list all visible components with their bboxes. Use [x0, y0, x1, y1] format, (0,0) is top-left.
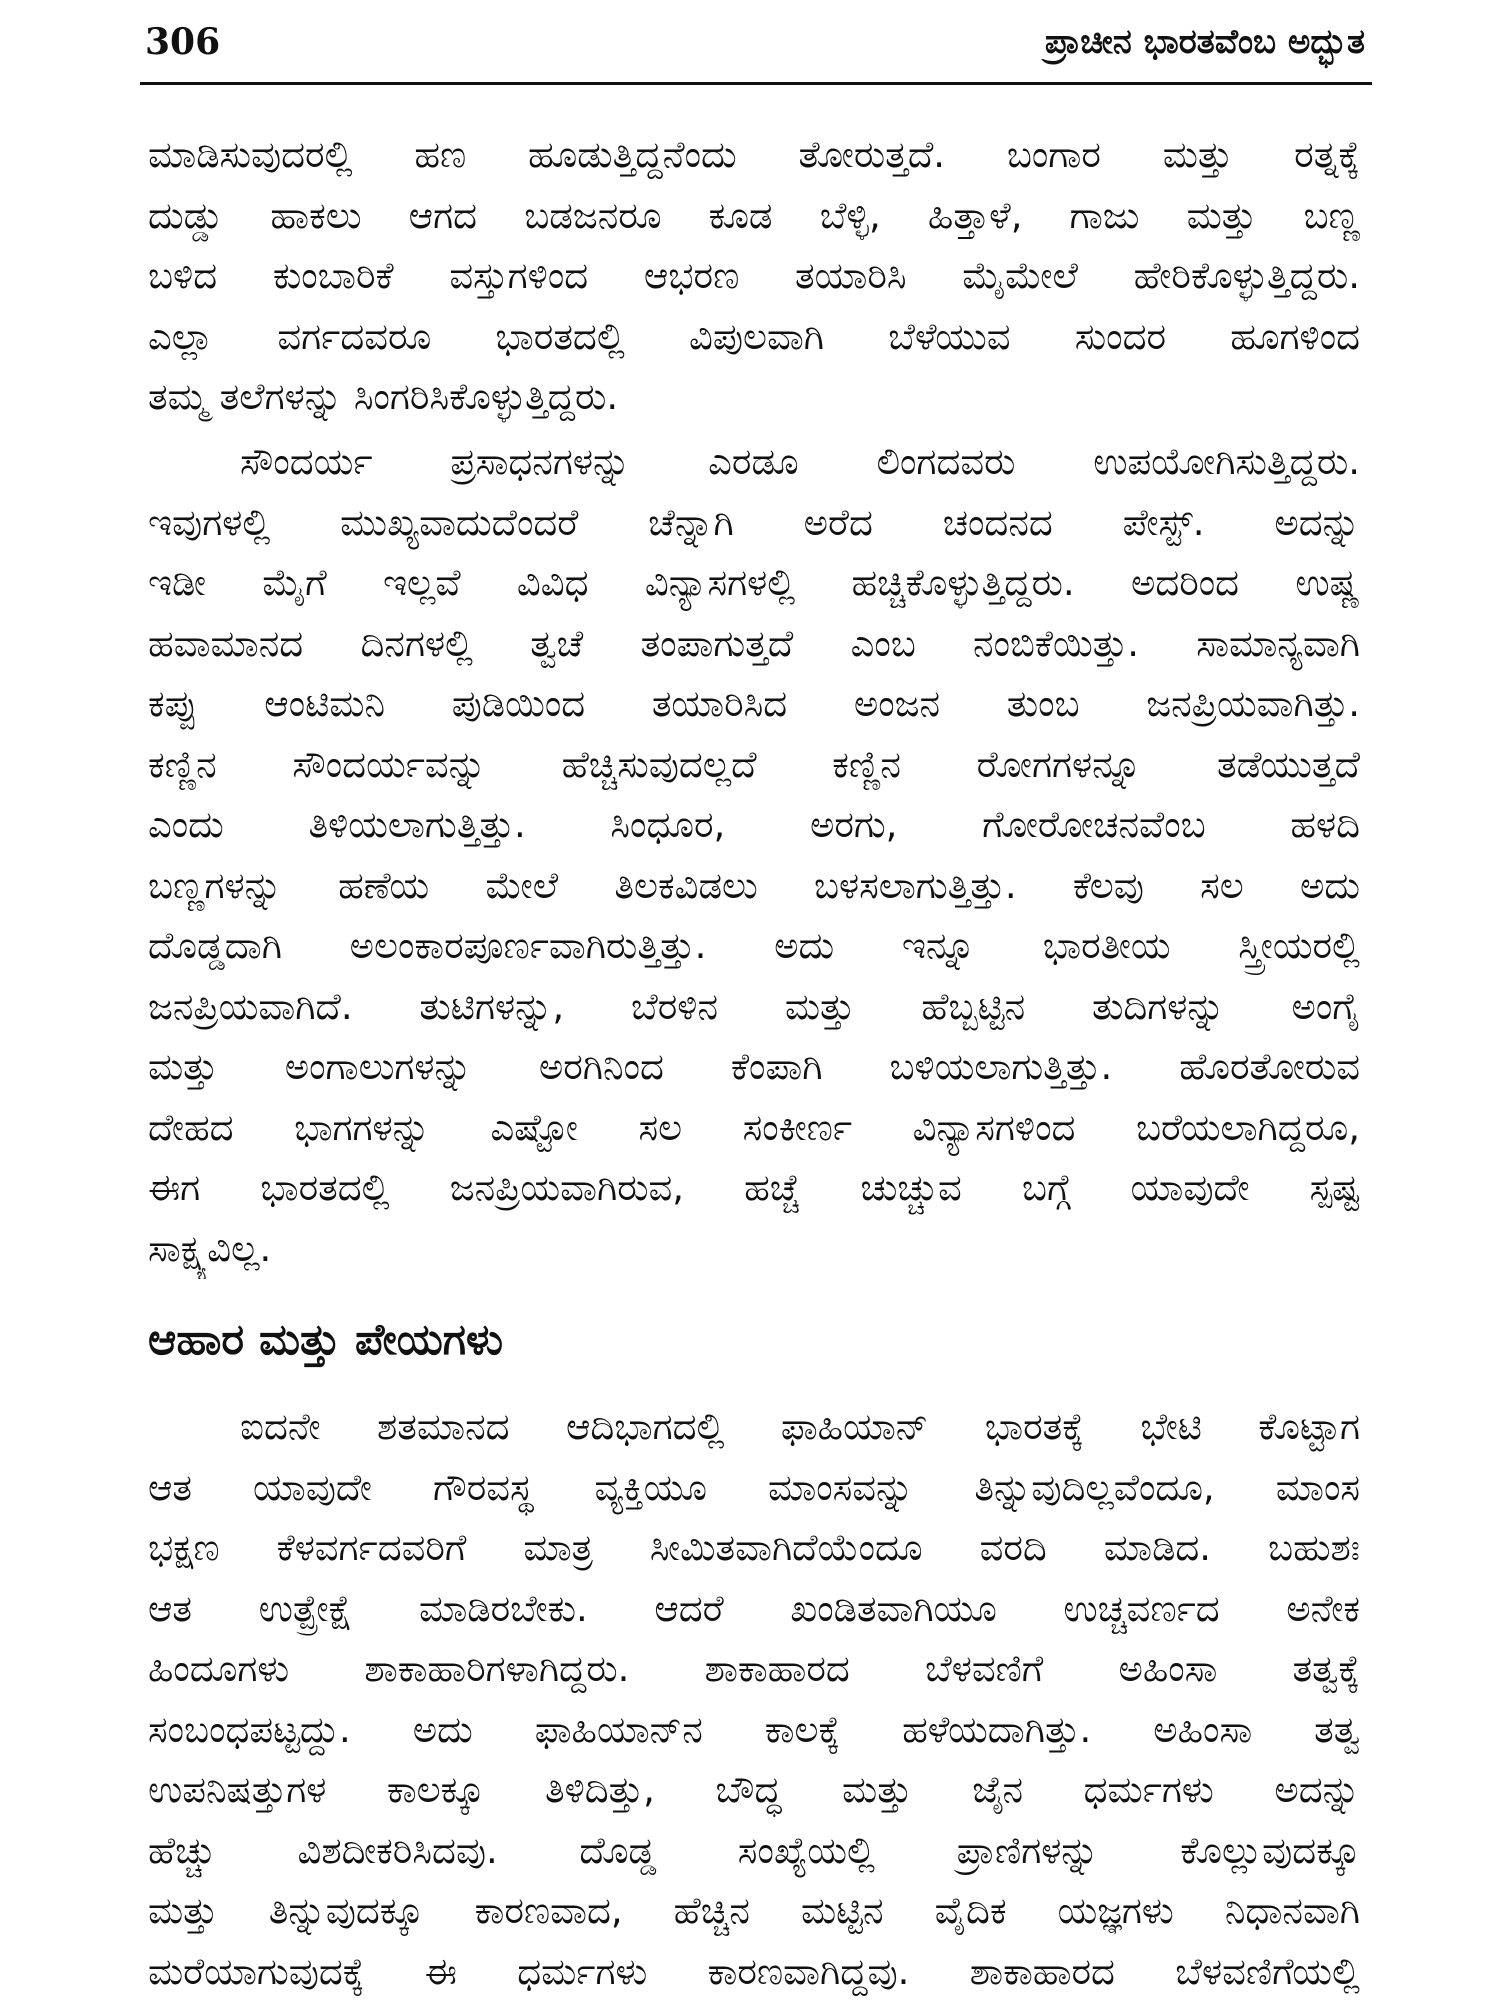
text-line: ಐದನೇ ಶತಮಾನದ ಆದಿಭಾಗದಲ್ಲಿ ಫಾಹಿಯಾನ್ ಭಾರತಕ್ಕೆ ಭೇಟಿ ಕೊಟ್ಟಾಗ	[148, 1397, 1360, 1458]
text-line: ದೊಡ್ಡದಾಗಿ ಅಲಂಕಾರಪೂರ್ಣವಾಗಿರುತ್ತಿತ್ತು. ಅದು ಇನ್ನೂ ಭಾರತೀಯ ಸ್ತ್ರೀಯರಲ್ಲಿ	[148, 916, 1360, 977]
text-line: ಆತ ಉತ್ಪ್ರೇಕ್ಷೆ ಮಾಡಿರಬೇಕು. ಆದರೆ ಖಂಡಿತವಾಗಿಯೂ ಉಚ್ಚವರ್ಣದ ಅನೇಕ	[148, 1579, 1360, 1640]
text-line: ಉಪನಿಷತ್ತುಗಳ ಕಾಲಕ್ಕೂ ತಿಳಿದಿತ್ತು, ಬೌದ್ಧ ಮತ್ತು ಜೈನ ಧರ್ಮಗಳು ಅದನ್ನು	[148, 1760, 1360, 1821]
text-line: ಇವುಗಳಲ್ಲಿ ಮುಖ್ಯವಾದುದೆಂದರೆ ಚೆನ್ನಾಗಿ ಅರೆದ ಚಂದನದ ಪೇಸ್ಟ್. ಅದನ್ನು	[148, 493, 1360, 554]
text-line: ಬಳಿದ ಕುಂಬಾರಿಕೆ ವಸ್ತುಗಳಿಂದ ಆಭರಣ ತಯಾರಿಸಿ ಮೈಮೇಲೆ ಹೇರಿಕೊಳ್ಳುತ್ತಿದ್ದರು.	[148, 246, 1360, 307]
text-line: ಮತ್ತು ಅಂಗಾಲುಗಳನ್ನು ಅರಗಿನಿಂದ ಕೆಂಪಾಗಿ ಬಳಿಯಲಾಗುತ್ತಿತ್ತು. ಹೊರತೋರುವ	[148, 1037, 1360, 1098]
paragraph-1	[148, 125, 1360, 428]
page-number: 306	[145, 18, 220, 66]
section-heading: ಆಹಾರ ಮತ್ತು ಪೇಯಗಳು	[148, 1305, 503, 1375]
text-line: ಮರೆಯಾಗುವುದಕ್ಕೆ ಈ ಧರ್ಮಗಳು ಕಾರಣವಾಗಿದ್ದವು. ಶಾಕಾಹಾರದ ಬೆಳವಣಿಗೆಯಲ್ಲಿ	[148, 1942, 1360, 2002]
text-line: ಹವಾಮಾನದ ದಿನಗಳಲ್ಲಿ ತ್ವಚೆ ತಂಪಾಗುತ್ತದೆ ಎಂಬ ನಂಬಿಕೆಯಿತ್ತು. ಸಾಮಾನ್ಯವಾಗಿ	[148, 614, 1360, 675]
text-line: ಮತ್ತು ತಿನ್ನುವುದಕ್ಕೂ ಕಾರಣವಾದ, ಹೆಚ್ಚಿನ ಮಟ್ಟಿನ ವೈದಿಕ ಯಜ್ಞಗಳು ನಿಧಾನವಾಗಿ	[148, 1881, 1360, 1942]
text-line: ಸೌಂದರ್ಯ ಪ್ರಸಾಧನಗಳನ್ನು ಎರಡೂ ಲಿಂಗದವರು ಉಪಯೋಗಿಸುತ್ತಿದ್ದರು.	[148, 432, 1360, 493]
text-line: ಹೆಚ್ಚು ವಿಶದೀಕರಿಸಿದವು. ದೊಡ್ಡ ಸಂಖ್ಯೆಯಲ್ಲಿ ಪ್ರಾಣಿಗಳನ್ನು ಕೊಲ್ಲುವುದಕ್ಕೂ	[148, 1821, 1360, 1882]
text-line: ದೇಹದ ಭಾಗಗಳನ್ನು ಎಷ್ಟೋ ಸಲ ಸಂಕೀರ್ಣ ವಿನ್ಯಾಸಗಳಿಂದ ಬರೆಯಲಾಗಿದ್ದರೂ,	[148, 1098, 1360, 1159]
text-line: ಹಿಂದೂಗಳು ಶಾಕಾಹಾರಿಗಳಾಗಿದ್ದರು. ಶಾಕಾಹಾರದ ಬೆಳವಣಿಗೆ ಅಹಿಂಸಾ ತತ್ವಕ್ಕೆ	[148, 1639, 1360, 1700]
text-line: ಬಣ್ಣಗಳನ್ನು ಹಣೆಯ ಮೇಲೆ ತಿಲಕವಿಡಲು ಬಳಸಲಾಗುತ್ತಿತ್ತು. ಕೆಲವು ಸಲ ಅದು	[148, 856, 1360, 917]
header-rule	[140, 82, 1372, 85]
text-line: ಸಂಬಂಧಪಟ್ಟದ್ದು. ಅದು ಫಾಹಿಯಾನ್‌ನ ಕಾಲಕ್ಕೆ ಹಳೆಯದಾಗಿತ್ತು. ಅಹಿಂಸಾ ತತ್ವ	[148, 1700, 1360, 1761]
text-line: ದುಡ್ಡು ಹಾಕಲು ಆಗದ ಬಡಜನರೂ ಕೂಡ ಬೆಳ್ಳಿ, ಹಿತ್ತಾಳೆ, ಗಾಜು ಮತ್ತು ಬಣ್ಣ	[148, 186, 1360, 247]
text-line: ತಮ್ಮ ತಲೆಗಳನ್ನು ಸಿಂಗರಿಸಿಕೊಳ್ಳುತ್ತಿದ್ದರು.	[148, 367, 1360, 428]
text-line: ಎಲ್ಲಾ ವರ್ಗದವರೂ ಭಾರತದಲ್ಲಿ ವಿಪುಲವಾಗಿ ಬೆಳೆಯುವ ಸುಂದರ ಹೂಗಳಿಂದ	[148, 307, 1360, 368]
text-line: ಇಡೀ ಮೈಗೆ ಇಲ್ಲವೆ ವಿವಿಧ ವಿನ್ಯಾಸಗಳಲ್ಲಿ ಹಚ್ಚಿಕೊಳ್ಳುತ್ತಿದ್ದರು. ಅದರಿಂದ ಉಷ್ಣ	[148, 553, 1360, 614]
text-line: ಎಂದು ತಿಳಿಯಲಾಗುತ್ತಿತ್ತು. ಸಿಂಧೂರ, ಅರಗು, ಗೋರೋಚನವೆಂಬ ಹಳದಿ	[148, 795, 1360, 856]
text-line: ಆತ ಯಾವುದೇ ಗೌರವಸ್ಥ ವ್ಯಕ್ತಿಯೂ ಮಾಂಸವನ್ನು ತಿನ್ನುವುದಿಲ್ಲವೆಂದೂ, ಮಾಂಸ	[148, 1458, 1360, 1519]
text-line: ಸಾಕ್ಷ್ಯವಿಲ್ಲ.	[148, 1219, 1360, 1280]
text-line: ಭಕ್ಷಣ ಕೆಳವರ್ಗದವರಿಗೆ ಮಾತ್ರ ಸೀಮಿತವಾಗಿದೆಯೆಂದೂ ವರದಿ ಮಾಡಿದ. ಬಹುಶಃ	[148, 1518, 1360, 1579]
paragraph-3	[148, 1397, 1360, 2002]
text-line: ಈಗ ಭಾರತದಲ್ಲಿ ಜನಪ್ರಿಯವಾಗಿರುವ, ಹಚ್ಚೆ ಚುಚ್ಚುವ ಬಗ್ಗೆ ಯಾವುದೇ ಸ್ಪಷ್ಟ	[148, 1158, 1360, 1219]
running-title: ಪ್ರಾಚೀನ ಭಾರತವೆಂಬ ಅದ್ಭುತ	[1045, 18, 1365, 66]
text-line: ಮಾಡಿಸುವುದರಲ್ಲಿ ಹಣ ಹೂಡುತ್ತಿದ್ದನೆಂದು ತೋರುತ್ತದೆ. ಬಂಗಾರ ಮತ್ತು ರತ್ನಕ್ಕೆ	[148, 125, 1360, 186]
text-line: ಕಪ್ಪು ಆಂಟಿಮನಿ ಪುಡಿಯಿಂದ ತಯಾರಿಸಿದ ಅಂಜನ ತುಂಬ ಜನಪ್ರಿಯವಾಗಿತ್ತು.	[148, 674, 1360, 735]
text-line: ಕಣ್ಣಿನ ಸೌಂದರ್ಯವನ್ನು ಹೆಚ್ಚಿಸುವುದಲ್ಲದೆ ಕಣ್ಣಿನ ರೋಗಗಳನ್ನೂ ತಡೆಯುತ್ತದೆ	[148, 735, 1360, 796]
text-line: ಜನಪ್ರಿಯವಾಗಿದೆ. ತುಟಿಗಳನ್ನು, ಬೆರಳಿನ ಮತ್ತು ಹೆಬ್ಬಟ್ಟಿನ ತುದಿಗಳನ್ನು ಅಂಗೈ	[148, 977, 1360, 1038]
paragraph-2	[148, 432, 1360, 1279]
